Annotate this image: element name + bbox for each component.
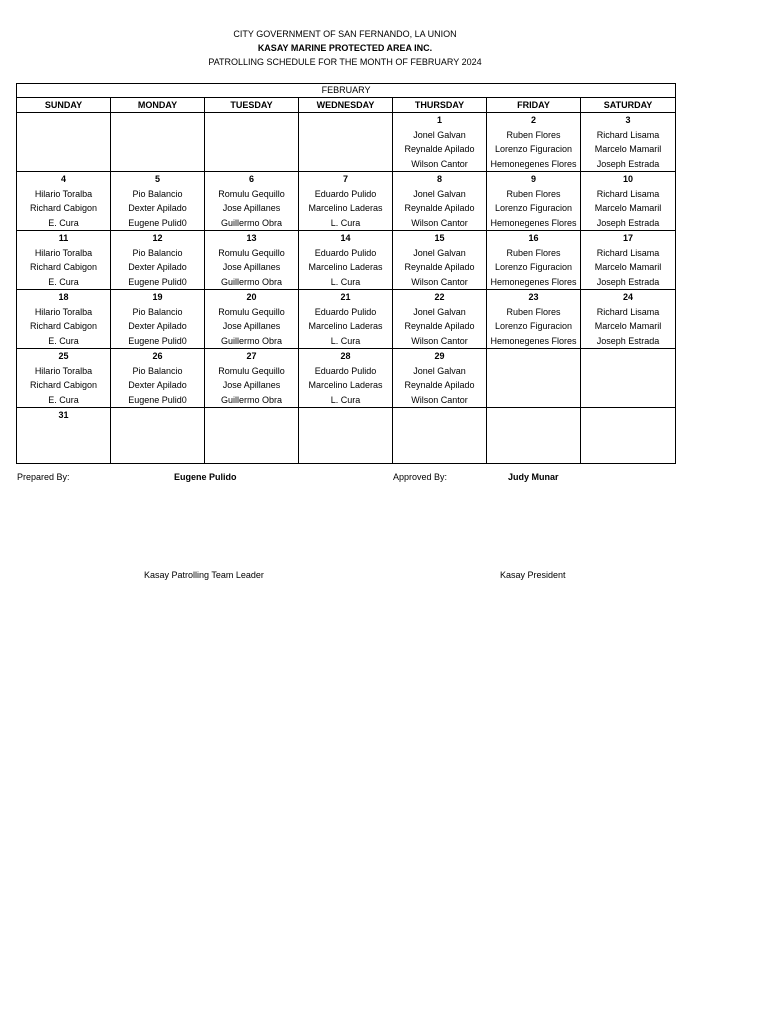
patroller-name: Wilson Cantor <box>411 158 468 169</box>
patroller-name: Guillermo Obra <box>220 276 283 287</box>
patroller-name: Marcelino Laderas <box>308 321 383 331</box>
day-number: 9 <box>530 174 536 184</box>
day-number <box>111 408 204 423</box>
day-cell <box>487 231 581 290</box>
patroller-name: Lorenzo Figuracion <box>494 262 573 272</box>
week-row <box>17 349 676 408</box>
patroller-name: Romulu Gequillo <box>218 247 285 258</box>
day-number: 23 <box>528 292 539 302</box>
day-number: 6 <box>248 174 254 184</box>
patroller-name: Dexter Apilado <box>128 262 187 272</box>
day-cell <box>393 113 487 172</box>
day-number: 14 <box>340 233 351 243</box>
patroller-name: Reynalde Apilado <box>404 321 475 331</box>
day-cell <box>299 408 393 464</box>
patroller-name: Hemonegenes Flores <box>490 158 577 169</box>
day-cell <box>487 408 581 464</box>
weekday-header: SATURDAY <box>581 98 676 113</box>
day-cell <box>17 231 111 290</box>
week-row <box>17 113 676 172</box>
prepared-by-name: Eugene Pulido <box>174 472 237 482</box>
patroller-name: Ruben Flores <box>506 129 561 140</box>
patroller-name: Marcelo Mamaril <box>594 144 662 154</box>
patroller-name: Eduardo Pulido <box>314 247 377 258</box>
weekday-header: FRIDAY <box>487 98 581 113</box>
day-number: 27 <box>246 351 257 361</box>
day-number: 1 <box>436 115 442 125</box>
day-number <box>581 408 675 423</box>
patroller-name: Eduardo Pulido <box>314 306 377 317</box>
patroller-name: Guillermo Obra <box>220 335 283 346</box>
day-number: 4 <box>60 174 66 184</box>
patroller-name: Joseph Estrada <box>596 217 660 228</box>
patroller-name: Pio Balancio <box>132 365 183 376</box>
patroller-name: Wilson Cantor <box>411 217 468 228</box>
day-cell <box>581 172 676 231</box>
patroller-name: E. Cura <box>48 217 79 228</box>
day-number: 19 <box>152 292 163 302</box>
weekday-header: SUNDAY <box>17 98 111 113</box>
patroller-name: Romulu Gequillo <box>218 365 285 376</box>
day-number: 28 <box>340 351 351 361</box>
day-cell <box>111 231 205 290</box>
patroller-name: Romulu Gequillo <box>218 188 285 199</box>
patroller-name: Jose Apillanes <box>222 380 281 390</box>
week-row <box>17 172 676 231</box>
patroller-name: Jonel Galvan <box>413 188 466 199</box>
day-cell <box>299 349 393 408</box>
weekday-header: WEDNESDAY <box>299 98 393 113</box>
patroller-name: Marcelo Mamaril <box>594 203 662 213</box>
prepared-by-title: Kasay Patrolling Team Leader <box>144 570 264 580</box>
patroller-name: Lorenzo Figuracion <box>494 144 573 154</box>
patroller-name: Reynalde Apilado <box>404 262 475 272</box>
approved-by-name: Judy Munar <box>508 472 559 482</box>
day-cell <box>205 231 299 290</box>
day-cell <box>205 408 299 464</box>
day-cell <box>487 349 581 408</box>
patroller-name: Hilario Toralba <box>34 247 93 258</box>
patroller-name: Richard Lisama <box>596 247 660 258</box>
patroller-name: Wilson Cantor <box>411 276 468 287</box>
patroller-name: Eduardo Pulido <box>314 365 377 376</box>
day-cell <box>299 172 393 231</box>
day-cell <box>205 290 299 349</box>
day-cell <box>299 290 393 349</box>
patroller-name: Richard Cabigon <box>29 321 98 331</box>
approved-by-title: Kasay President <box>500 570 566 580</box>
day-cell <box>393 172 487 231</box>
patroller-name: Marcelino Laderas <box>308 203 383 213</box>
day-number: 11 <box>58 233 69 243</box>
day-number: 7 <box>342 174 348 184</box>
patroller-name: Joseph Estrada <box>596 158 660 169</box>
day-number <box>111 113 204 128</box>
day-number: 22 <box>434 292 445 302</box>
patroller-name: Dexter Apilado <box>128 321 187 331</box>
patroller-name: Guillermo Obra <box>220 394 283 405</box>
patroller-name: Marcelino Laderas <box>308 262 383 272</box>
patroller-name: Romulu Gequillo <box>218 306 285 317</box>
day-number: 3 <box>625 115 631 125</box>
day-cell <box>111 290 205 349</box>
patroller-name: Ruben Flores <box>506 247 561 258</box>
day-number: 13 <box>246 233 257 243</box>
day-cell <box>393 349 487 408</box>
day-number <box>17 113 110 128</box>
weekday-header: TUESDAY <box>205 98 299 113</box>
patroller-name: Hilario Toralba <box>34 188 93 199</box>
patroller-name: Marcelo Mamaril <box>594 321 662 331</box>
patroller-name: Hemonegenes Flores <box>490 217 577 228</box>
patroller-name: Guillermo Obra <box>220 217 283 228</box>
patroller-name: Jose Apillanes <box>222 262 281 272</box>
patroller-name: Reynalde Apilado <box>404 144 475 154</box>
patroller-name: Wilson Cantor <box>411 335 468 346</box>
day-cell <box>205 349 299 408</box>
patroller-name: Ruben Flores <box>506 188 561 199</box>
day-number: 31 <box>58 410 69 420</box>
day-cell <box>487 290 581 349</box>
patroller-name: Jose Apillanes <box>222 203 281 213</box>
patroller-name: Richard Lisama <box>596 188 660 199</box>
patroller-name: Ruben Flores <box>506 306 561 317</box>
patroller-name: Reynalde Apilado <box>404 380 475 390</box>
patroller-name: Jonel Galvan <box>413 306 466 317</box>
day-number: 29 <box>434 351 445 361</box>
day-cell <box>581 113 676 172</box>
day-number <box>299 113 392 128</box>
day-cell <box>205 172 299 231</box>
day-cell <box>393 290 487 349</box>
patroller-name: Jose Apillanes <box>222 321 281 331</box>
patroller-name: Eduardo Pulido <box>314 188 377 199</box>
day-cell <box>17 290 111 349</box>
day-cell <box>581 290 676 349</box>
patroller-name: Richard Cabigon <box>29 262 98 272</box>
patroller-name: Jonel Galvan <box>413 365 466 376</box>
day-number: 2 <box>530 115 536 125</box>
day-number: 25 <box>58 351 69 361</box>
patroller-name: Dexter Apilado <box>128 380 187 390</box>
weekday-header-row <box>17 98 676 113</box>
patroller-name: Hemonegenes Flores <box>490 335 577 346</box>
patroller-name: Marcelino Laderas <box>308 380 383 390</box>
patroller-name: L. Cura <box>330 276 361 287</box>
day-number: 12 <box>152 233 163 243</box>
patroller-name: Hemonegenes Flores <box>490 276 577 287</box>
patroller-name: Hilario Toralba <box>34 306 93 317</box>
patroller-name: Richard Lisama <box>596 129 660 140</box>
patroller-name: Wilson Cantor <box>411 394 468 405</box>
weekday-header: MONDAY <box>111 98 205 113</box>
patroller-name: E. Cura <box>48 276 79 287</box>
patroller-name: L. Cura <box>330 217 361 228</box>
patroller-name: Eugene Pulid0 <box>128 276 187 287</box>
patroller-name: Pio Balancio <box>132 306 183 317</box>
week-row <box>17 231 676 290</box>
patroller-name: Eugene Pulid0 <box>128 335 187 346</box>
day-cell <box>299 113 393 172</box>
patroller-name: Richard Lisama <box>596 306 660 317</box>
weekday-header: THURSDAY <box>393 98 487 113</box>
day-cell <box>393 231 487 290</box>
day-number <box>299 408 392 423</box>
patroller-name: Jonel Galvan <box>413 129 466 140</box>
day-number <box>487 349 580 364</box>
patroller-name: E. Cura <box>48 394 79 405</box>
day-number: 17 <box>623 233 634 243</box>
day-cell <box>393 408 487 464</box>
patroller-name: Jonel Galvan <box>413 247 466 258</box>
day-cell <box>17 349 111 408</box>
day-number: 24 <box>623 292 634 302</box>
day-cell <box>111 113 205 172</box>
patroller-name: Dexter Apilado <box>128 203 187 213</box>
patroller-name: Lorenzo Figuracion <box>494 321 573 331</box>
day-cell <box>17 408 111 464</box>
day-number: 15 <box>434 233 445 243</box>
patroller-name: Eugene Pulid0 <box>128 217 187 228</box>
patroller-name: E. Cura <box>48 335 79 346</box>
header-line-1: CITY GOVERNMENT OF SAN FERNANDO, LA UNION <box>233 29 457 39</box>
header-line-3: PATROLLING SCHEDULE FOR THE MONTH OF FEBRUARY 2024 <box>208 57 482 67</box>
day-cell <box>17 113 111 172</box>
day-cell <box>111 349 205 408</box>
day-cell <box>17 172 111 231</box>
day-cell <box>487 113 581 172</box>
day-cell <box>581 408 676 464</box>
day-number <box>393 408 486 423</box>
day-cell <box>111 408 205 464</box>
patroller-name: Pio Balancio <box>132 247 183 258</box>
patroller-name: Pio Balancio <box>132 188 183 199</box>
header-line-2: KASAY MARINE PROTECTED AREA INC. <box>257 43 433 53</box>
patroller-name: L. Cura <box>330 335 361 346</box>
day-number: 5 <box>154 174 160 184</box>
patroller-name: Marcelo Mamaril <box>594 262 662 272</box>
patroller-name: Richard Cabigon <box>29 203 98 213</box>
day-number: 20 <box>246 292 257 302</box>
schedule-table <box>16 83 676 464</box>
day-number: 21 <box>340 292 351 302</box>
month-label: FEBRUARY <box>17 84 676 98</box>
patroller-name: Joseph Estrada <box>596 335 660 346</box>
patroller-name: L. Cura <box>330 394 361 405</box>
day-number: 18 <box>58 292 69 302</box>
day-number <box>487 408 580 423</box>
patroller-name: Lorenzo Figuracion <box>494 203 573 213</box>
day-cell <box>581 349 676 408</box>
day-number <box>205 113 298 128</box>
patroller-name: Hilario Toralba <box>34 365 93 376</box>
day-cell <box>111 172 205 231</box>
day-cell <box>205 113 299 172</box>
document-header <box>0 27 690 69</box>
day-number: 10 <box>623 174 634 184</box>
day-number <box>205 408 298 423</box>
patroller-name: Reynalde Apilado <box>404 203 475 213</box>
day-number: 8 <box>436 174 442 184</box>
day-cell <box>299 231 393 290</box>
approved-by-label: Approved By: <box>393 472 448 482</box>
day-number <box>581 349 675 364</box>
day-number: 26 <box>152 351 163 361</box>
patroller-name: Joseph Estrada <box>596 276 660 287</box>
week-row <box>17 408 676 464</box>
day-number: 16 <box>528 233 539 243</box>
patroller-name: Eugene Pulid0 <box>128 394 187 405</box>
day-cell <box>487 172 581 231</box>
prepared-by-label: Prepared By: <box>17 472 70 482</box>
week-row <box>17 290 676 349</box>
day-cell <box>581 231 676 290</box>
patroller-name: Richard Cabigon <box>29 380 98 390</box>
